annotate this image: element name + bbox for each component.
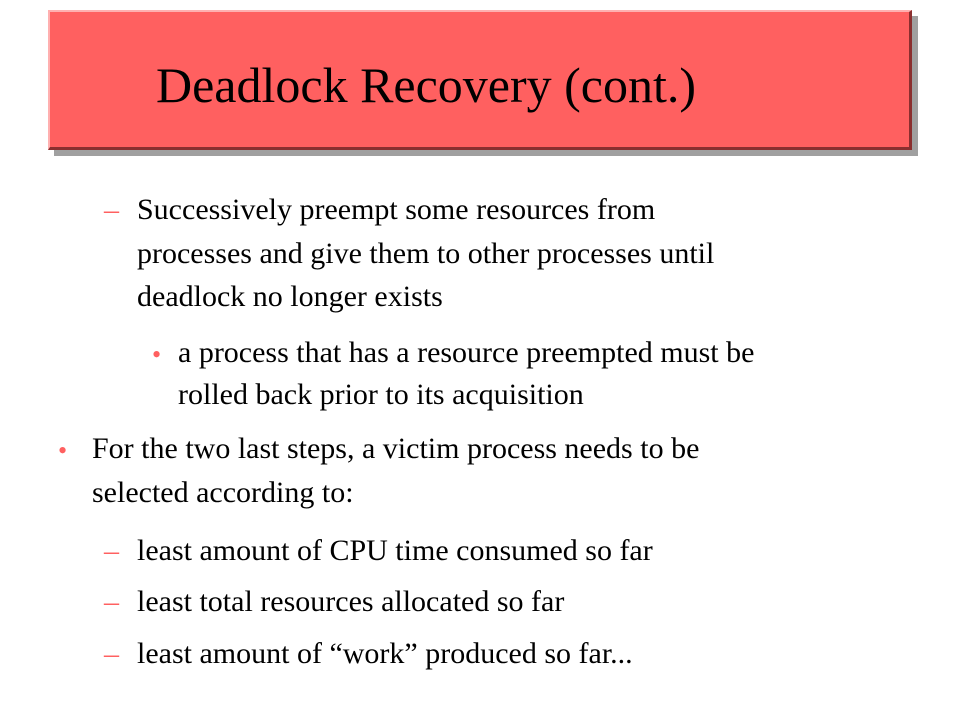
dash-marker: – xyxy=(104,585,119,618)
preempt-line-3: deadlock no longer exists xyxy=(137,280,443,313)
preempt-line-2: processes and give them to other processes until xyxy=(137,237,715,270)
slide-title: Deadlock Recovery (cont.) xyxy=(156,57,697,113)
rollback-line-2: rolled back prior to its acquisition xyxy=(178,378,584,411)
preempt-line-1: Successively preempt some resources from xyxy=(137,193,656,226)
dash-marker: – xyxy=(104,534,119,567)
victim-line-1: For the two last steps, a victim process needs to be xyxy=(92,432,700,465)
criterion-resources: least total resources allocated so far xyxy=(137,585,565,618)
criterion-work: least amount of “work” produced so far... xyxy=(137,637,633,670)
rollback-line-1: a process that has a resource preempted must be xyxy=(178,336,755,369)
criterion-cpu-time: least amount of CPU time consumed so far xyxy=(137,534,653,567)
dash-marker: – xyxy=(104,193,119,226)
bullet-marker: • xyxy=(152,340,162,369)
victim-line-2: selected according to: xyxy=(92,476,354,509)
bullet-marker: • xyxy=(58,436,68,465)
dash-marker: – xyxy=(104,637,119,670)
